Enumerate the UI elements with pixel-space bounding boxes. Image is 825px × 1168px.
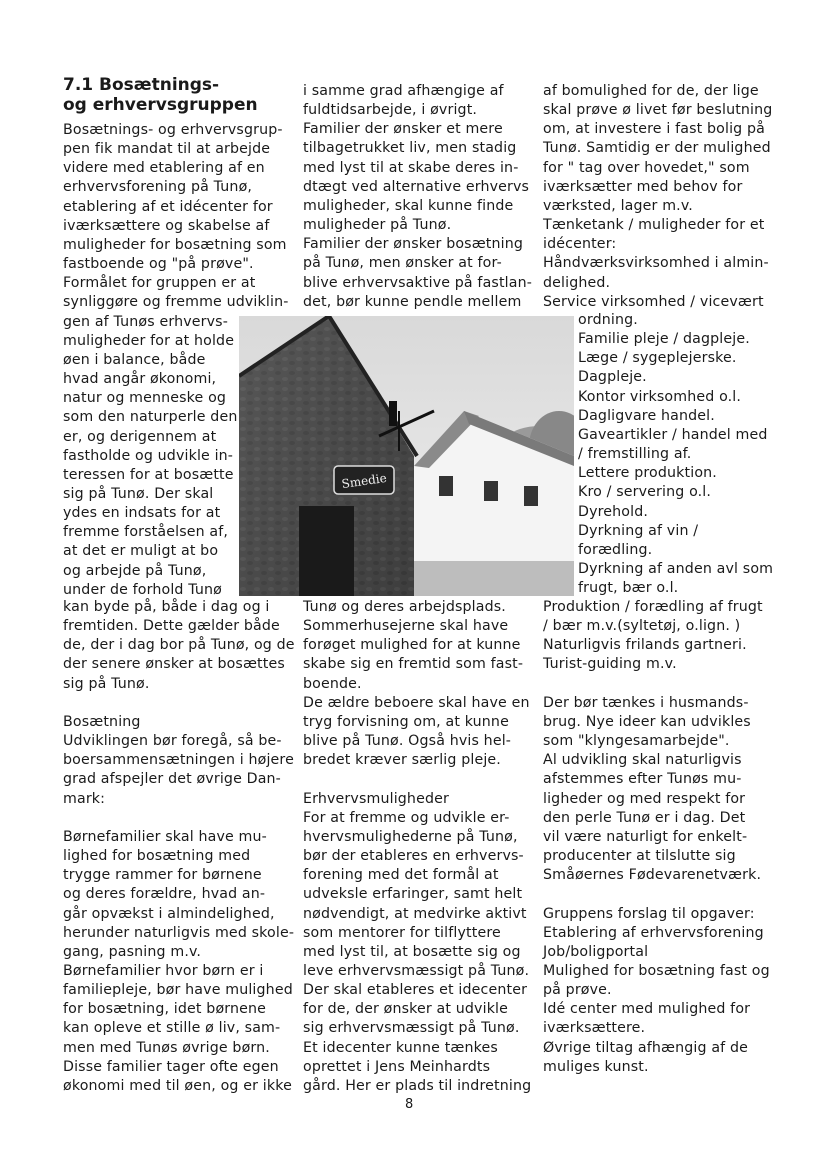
col1-bottom-line: [63, 694, 295, 713]
col2-bottom-line: med lyst til, at bosætte sig og: [303, 943, 521, 960]
col1-top-line: synliggøre og fremme udviklin-: [63, 294, 289, 311]
col1-bottom-line: og deres forældre, hvad an-: [63, 886, 266, 903]
col1-bottom-line: økonomi med til øen, og er ikke: [63, 1077, 292, 1094]
col1-bottom-line: kan byde på, både i dag og i: [63, 599, 270, 615]
col1-top-line: sig på Tunø. Der skal: [63, 485, 214, 502]
col2-bottom-line: oprettet i Jens Meinhardts: [303, 1058, 491, 1075]
col1-bottom-line: gang, pasning m.v.: [63, 943, 202, 960]
col3-bottom-line: Produktion / forædling af frugt: [543, 599, 763, 615]
col3-bottom-line: Etablering af erhvervsforening: [543, 924, 764, 941]
col3-top-line: om, at investere i fast bolig på: [543, 121, 765, 138]
column-3-list: [578, 311, 788, 598]
col1-top-line: teressen for at bosætte: [63, 466, 234, 483]
col3-list-line: Dagpleje.: [578, 369, 647, 386]
column-3-top: [543, 82, 783, 312]
col1-bottom-line: familiepleje, bør have mulighed: [63, 982, 293, 999]
col3-bottom-line: Idé center med mulighed for: [543, 1001, 751, 1018]
page-number: 8: [405, 1097, 414, 1112]
col1-bottom-line: grad afspejler det øvrige Dan-: [63, 771, 281, 788]
col1-top-line: Bosætnings- og erhvervsgrup-: [63, 122, 283, 138]
col2-bottom-line: De ældre beboere skal have en: [303, 694, 530, 711]
column-2-bottom: [303, 598, 535, 1096]
col2-bottom-line: som mentorer for tilflyttere: [303, 924, 501, 941]
col3-bottom-line: Gruppens forslag til opgaver:: [543, 905, 755, 922]
col1-bottom-line: går opvækst i almindelighed,: [63, 905, 275, 922]
col3-bottom-line: / bær m.v.(syltetøj, o.lign. ): [543, 618, 741, 635]
col1-top-line: hvad angår økonomi,: [63, 371, 217, 388]
col1-top-line: videre med etablering af en: [63, 160, 265, 177]
col1-bottom-line: de, der i dag bor på Tunø, og de: [63, 637, 295, 654]
col2-bottom-line: forøget mulighed for at kunne: [303, 637, 521, 654]
col2-top-line: dtægt ved alternative erhvervs: [303, 178, 530, 195]
col3-bottom-line: producenter at tilslutte sig: [543, 848, 736, 865]
col1-top-line: er, og derigennem at: [63, 428, 217, 445]
col3-top-line: Tunø. Samtidig er der mulighed: [543, 140, 771, 157]
col3-bottom-line: afstemmes efter Tunøs mu-: [543, 771, 742, 788]
col1-bottom-line: trygge rammer for børnene: [63, 867, 262, 884]
col2-bottom-line: forening med det formål at: [303, 867, 499, 884]
col3-top-line: Tænketank / muligheder for et: [543, 217, 765, 234]
col1-top-line: muligheder for at holde: [63, 332, 235, 349]
col1-top-line: at det er muligt at bo: [63, 543, 219, 560]
col2-bottom-line: tryg forvisning om, at kunne: [303, 713, 509, 730]
col1-bottom-line: Bosætning: [63, 713, 141, 730]
col3-list-line: Læge / sygeplejerske.: [578, 350, 737, 367]
col3-bottom-line: Naturligvis frilands gartneri.: [543, 637, 747, 654]
column-3-bottom: [543, 598, 783, 1077]
col2-bottom-line: Der skal etableres et idecenter: [303, 982, 528, 999]
col1-top-line: etablering af et idécenter for: [63, 198, 273, 215]
col3-top-line: værksted, lager m.v.: [543, 197, 693, 214]
col3-list-line: forædling.: [578, 541, 653, 558]
col3-bottom-line: Job/boligportal: [543, 943, 649, 960]
col1-bottom-line: [63, 809, 295, 828]
col2-bottom-line: bredet kræver særlig pleje.: [303, 752, 501, 769]
col3-top-line: for " tag over hovedet," som: [543, 159, 750, 176]
col3-bottom-line: Mulighed for bosætning fast og: [543, 962, 770, 979]
col3-list-line: Dyrkning af vin /: [578, 522, 699, 539]
col1-bottom-line: sig på Tunø.: [63, 675, 150, 692]
col2-bottom-line: leve erhvervsmæssigt på Tunø.: [303, 962, 530, 979]
col3-top-line: idécenter:: [543, 236, 617, 253]
col3-top-line: Håndværksvirksomhed i almin-: [543, 255, 769, 272]
col3-list-line: Dyrehold.: [578, 503, 649, 520]
col3-bottom-line: Der bør tænkes i husmands-: [543, 694, 749, 711]
col1-bottom-line: fremtiden. Dette gælder både: [63, 618, 280, 635]
col1-top-line: som den naturperle den: [63, 409, 238, 426]
col3-list-line: frugt, bær o.l.: [578, 580, 679, 597]
col3-bottom-line: brug. Nye ideer kan udvikles: [543, 713, 751, 730]
col1-top-line: øen i balance, både: [63, 351, 206, 368]
col3-list-line: Familie pleje / dagpleje.: [578, 331, 750, 348]
col2-top-line: fuldtidsarbejde, i øvrigt.: [303, 102, 478, 119]
col2-top-line: muligheder, skal kunne finde: [303, 197, 514, 214]
col3-list-line: Lettere produktion.: [578, 465, 717, 482]
col2-top-line: på Tunø, men ønsker at for-: [303, 255, 502, 272]
smithy-photo: [239, 316, 574, 596]
col2-top-line: Familier der ønsker bosætning: [303, 236, 524, 253]
col3-bottom-line: Småøernes Fødevarenetværk.: [543, 867, 762, 884]
col1-top-line: fastboende og "på prøve".: [63, 256, 254, 273]
col1-top-line: under de forhold Tunø: [63, 581, 223, 598]
col3-bottom-line: Øvrige tiltag afhængig af de: [543, 1039, 749, 1056]
column-2-top: [303, 82, 535, 312]
col2-bottom-line: Et idecenter kunne tænkes: [303, 1039, 498, 1056]
col2-top-line: det, bør kunne pendle mellem: [303, 293, 522, 310]
col3-list-line: ordning.: [578, 312, 638, 328]
col2-bottom-line: blive på Tunø. Også hvis hel-: [303, 733, 512, 750]
col3-bottom-line: muliges kunst.: [543, 1058, 649, 1075]
col3-list-line: Dyrkning af anden avl som: [578, 561, 774, 578]
col1-top-line: Formålet for gruppen er at: [63, 275, 256, 292]
col2-top-line: i samme grad afhængige af: [303, 83, 504, 99]
col2-bottom-line: bør der etableres en erhvervs-: [303, 848, 524, 865]
col3-top-line: skal prøve ø livet før beslutning: [543, 102, 773, 119]
col1-top-line: gen af Tunøs erhvervs-: [63, 313, 228, 330]
heading-line-1: 7.1 Bosætnings-: [63, 75, 220, 95]
column-1-bottom: [63, 598, 295, 1096]
col1-bottom-line: Udviklingen bør foregå, så be-: [63, 733, 282, 750]
col1-bottom-line: Disse familier tager ofte egen: [63, 1058, 279, 1075]
col3-list-line: / fremstilling af.: [578, 446, 692, 463]
col2-bottom-line: hvervsmulighederne på Tunø,: [303, 828, 518, 845]
col1-bottom-line: Børnefamilier skal have mu-: [63, 828, 267, 845]
col2-bottom-line: skabe sig en fremtid som fast-: [303, 656, 524, 673]
col1-top-line: muligheder for bosætning som: [63, 236, 287, 253]
col3-bottom-line: Turist-guiding m.v.: [543, 656, 677, 673]
col1-top-line: fremme forståelsen af,: [63, 524, 229, 541]
col2-bottom-line: gård. Her er plads til indretning: [303, 1077, 532, 1094]
col1-top-line: fastholde og udvikle in-: [63, 447, 234, 464]
section-heading: [63, 75, 258, 115]
col1-bottom-line: der senere ønsker at bosættes: [63, 656, 285, 673]
col2-bottom-line: [303, 770, 535, 789]
col3-bottom-line: vil være naturligt for enkelt-: [543, 828, 748, 845]
col2-bottom-line: For at fremme og udvikle er-: [303, 809, 510, 826]
col2-bottom-line: Sommerhusejerne skal have: [303, 618, 509, 635]
col1-top-line: ydes en indsats for at: [63, 505, 221, 522]
col3-top-line: Service virksomhed / vicevært: [543, 293, 764, 310]
col3-list-line: Kro / servering o.l.: [578, 484, 712, 501]
col3-bottom-line: Al udvikling skal naturligvis: [543, 752, 742, 769]
col2-top-line: Familier der ønsker et mere: [303, 121, 503, 138]
col1-bottom-line: kan opleve et stille ø liv, sam-: [63, 1020, 281, 1037]
col1-top-line: natur og menneske og: [63, 390, 227, 407]
col1-bottom-line: for bosætning, idet børnene: [63, 1001, 267, 1018]
col1-top-line: erhvervsforening på Tunø,: [63, 179, 253, 196]
col1-bottom-line: Børnefamilier hvor børn er i: [63, 962, 264, 979]
col3-bottom-line: ligheder og med respekt for: [543, 790, 746, 807]
col1-bottom-line: lighed for bosætning med: [63, 848, 251, 865]
col3-top-line: af bomulighed for de, der lige: [543, 83, 759, 99]
col2-bottom-line: Erhvervsmuligheder: [303, 790, 449, 807]
col2-top-line: muligheder på Tunø.: [303, 217, 452, 234]
col3-bottom-line: den perle Tunø er i dag. Det: [543, 809, 746, 826]
col2-top-line: tilbagetrukket liv, men stadig: [303, 140, 517, 157]
col1-bottom-line: men med Tunøs øvrige børn.: [63, 1039, 270, 1056]
col1-bottom-line: mark:: [63, 790, 106, 807]
col1-top-line: og arbejde på Tunø,: [63, 562, 207, 579]
col3-bottom-line: [543, 675, 783, 694]
col2-bottom-line: nødvendigt, at medvirke aktivt: [303, 905, 527, 922]
col2-bottom-line: udveksle erfaringer, samt helt: [303, 886, 523, 903]
col3-list-line: Dagligvare handel.: [578, 407, 715, 424]
col2-top-line: blive erhvervsaktive på fastlan-: [303, 274, 533, 291]
col2-bottom-line: boende.: [303, 675, 362, 692]
col3-bottom-line: som "klyngesamarbejde".: [543, 733, 730, 750]
col1-top-line: pen fik mandat til at arbejde: [63, 141, 271, 158]
col3-top-line: delighed.: [543, 274, 611, 291]
smithy-sign-text: Smedie: [340, 470, 388, 492]
col1-top-line: iværksættere og skabelse af: [63, 217, 270, 234]
col2-bottom-line: for de, der ønsker at udvikle: [303, 1001, 509, 1018]
col3-list-line: Kontor virksomhed o.l.: [578, 388, 742, 405]
col3-bottom-line: på prøve.: [543, 982, 612, 999]
col3-list-line: Gaveartikler / handel med: [578, 426, 768, 443]
col3-bottom-line: [543, 885, 783, 904]
col3-top-line: iværksætter med behov for: [543, 178, 743, 195]
col2-bottom-line: Tunø og deres arbejdsplads.: [303, 599, 506, 615]
col3-bottom-line: iværksættere.: [543, 1020, 646, 1037]
heading-line-2: og erhvervsgruppen: [63, 95, 258, 115]
col2-bottom-line: sig erhvervsmæssigt på Tunø.: [303, 1020, 520, 1037]
col1-bottom-line: herunder naturligvis med skole-: [63, 924, 295, 941]
col2-top-line: med lyst til at skabe deres in-: [303, 159, 519, 176]
col1-bottom-line: boersammensætningen i højere: [63, 752, 294, 769]
